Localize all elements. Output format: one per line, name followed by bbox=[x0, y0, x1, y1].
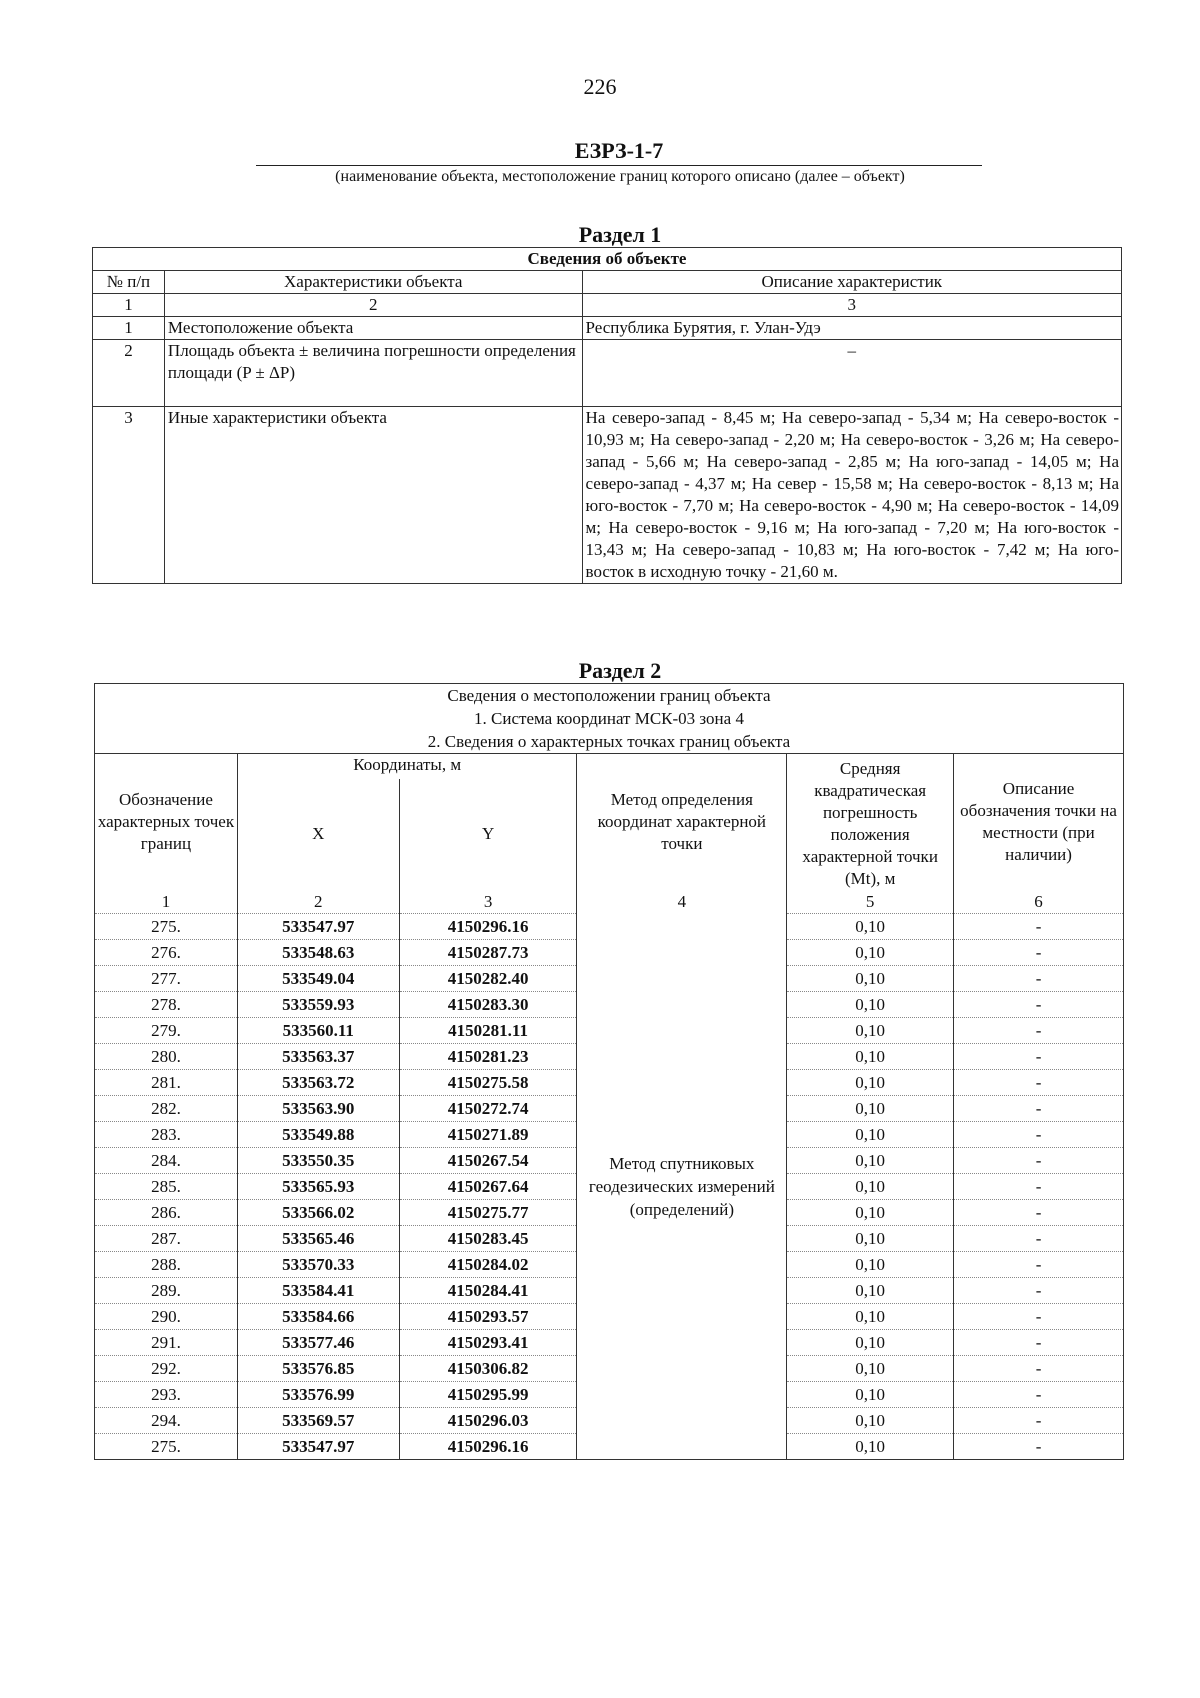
column-number: 6 bbox=[954, 890, 1124, 914]
object-title: ЕЗРЗ-1-7 bbox=[256, 138, 982, 166]
point-id: 287. bbox=[95, 1226, 238, 1252]
header-designation: Обозначение характерных точек границ bbox=[95, 754, 238, 891]
point-id: 279. bbox=[95, 1018, 238, 1044]
point-mt: 0,10 bbox=[787, 1434, 954, 1460]
point-mt: 0,10 bbox=[787, 1408, 954, 1434]
point-mt: 0,10 bbox=[787, 940, 954, 966]
row-characteristic: Местоположение объекта bbox=[164, 317, 582, 340]
header-error: Средняя квадратическая погрешность положения характерной точки (Mt), м bbox=[787, 754, 954, 891]
point-mt: 0,10 bbox=[787, 1382, 954, 1408]
point-id: 282. bbox=[95, 1096, 238, 1122]
point-x: 533577.46 bbox=[237, 1330, 399, 1356]
point-mt: 0,10 bbox=[787, 1122, 954, 1148]
point-desc: - bbox=[954, 914, 1124, 940]
point-mt: 0,10 bbox=[787, 1304, 954, 1330]
point-id: 289. bbox=[95, 1278, 238, 1304]
row-description: На северо-запад - 8,45 м; На северо-запад - 5,34 м; На северо-восток - 10,93 м; На северо-запад - 2,20 м; На северо-восток - 3,26 м; На северо-запад - 5,66 м; На северо-запад - 2,85 м; На юго-запад - 14,05 м; На северо-запад - 4,37 м; На север - 15,58 м; На северо-восток - 8,13 м; На юго-восток - 7,70 м; На северо-восток - 4,90 м; На северо-восток - 14,09 м; На северо-восток - 9,16 м; На юго-запад - 7,20 м; На юго-восток - 13,43 м; На северо-запад - 10,83 м; На юго-восток - 7,42 м; На юго-восток в исходную точку - 21,60 м. bbox=[582, 407, 1121, 584]
point-mt: 0,10 bbox=[787, 1356, 954, 1382]
point-desc: - bbox=[954, 1330, 1124, 1356]
table-title: Сведения об объекте bbox=[93, 248, 1122, 271]
point-y: 4150287.73 bbox=[399, 940, 577, 966]
point-id: 277. bbox=[95, 966, 238, 992]
point-mt: 0,10 bbox=[787, 1018, 954, 1044]
point-desc: - bbox=[954, 1356, 1124, 1382]
point-mt: 0,10 bbox=[787, 1174, 954, 1200]
point-y: 4150295.99 bbox=[399, 1382, 577, 1408]
point-mt: 0,10 bbox=[787, 966, 954, 992]
point-y: 4150272.74 bbox=[399, 1096, 577, 1122]
point-desc: - bbox=[954, 966, 1124, 992]
column-number: 3 bbox=[582, 294, 1121, 317]
method-cell: Метод спутниковых геодезических измерений (определений) bbox=[577, 914, 787, 1460]
point-desc: - bbox=[954, 1278, 1124, 1304]
column-number: 1 bbox=[93, 294, 165, 317]
point-x: 533559.93 bbox=[237, 992, 399, 1018]
point-y: 4150296.16 bbox=[399, 1434, 577, 1460]
point-id: 283. bbox=[95, 1122, 238, 1148]
point-x: 533563.72 bbox=[237, 1070, 399, 1096]
point-desc: - bbox=[954, 1382, 1124, 1408]
column-number: 5 bbox=[787, 890, 954, 914]
point-x: 533560.11 bbox=[237, 1018, 399, 1044]
row-description: – bbox=[582, 340, 1121, 407]
point-x: 533566.02 bbox=[237, 1200, 399, 1226]
table-row bbox=[93, 340, 1122, 407]
point-desc: - bbox=[954, 1434, 1124, 1460]
point-desc: - bbox=[954, 1148, 1124, 1174]
object-info-table bbox=[92, 247, 1122, 584]
point-desc: - bbox=[954, 1070, 1124, 1096]
point-mt: 0,10 bbox=[787, 1200, 954, 1226]
point-id: 275. bbox=[95, 1434, 238, 1460]
point-mt: 0,10 bbox=[787, 1044, 954, 1070]
point-mt: 0,10 bbox=[787, 1148, 954, 1174]
point-x: 533565.46 bbox=[237, 1226, 399, 1252]
point-x: 533576.85 bbox=[237, 1356, 399, 1382]
point-id: 275. bbox=[95, 914, 238, 940]
header-coords: Координаты, м bbox=[237, 754, 577, 779]
point-x: 533550.35 bbox=[237, 1148, 399, 1174]
point-desc: - bbox=[954, 940, 1124, 966]
point-x: 533547.97 bbox=[237, 1434, 399, 1460]
point-y: 4150284.41 bbox=[399, 1278, 577, 1304]
table-row bbox=[93, 407, 1122, 584]
point-x: 533576.99 bbox=[237, 1382, 399, 1408]
point-id: 293. bbox=[95, 1382, 238, 1408]
point-id: 291. bbox=[95, 1330, 238, 1356]
page-number: 226 bbox=[583, 74, 617, 99]
point-desc: - bbox=[954, 1252, 1124, 1278]
point-desc: - bbox=[954, 1096, 1124, 1122]
point-mt: 0,10 bbox=[787, 1226, 954, 1252]
point-desc: - bbox=[954, 1408, 1124, 1434]
point-mt: 0,10 bbox=[787, 1252, 954, 1278]
point-x: 533565.93 bbox=[237, 1174, 399, 1200]
point-id: 281. bbox=[95, 1070, 238, 1096]
point-mt: 0,10 bbox=[787, 1330, 954, 1356]
boundary-points-table bbox=[94, 683, 1124, 1460]
row-characteristic: Иные характеристики объекта bbox=[164, 407, 582, 584]
point-x: 533570.33 bbox=[237, 1252, 399, 1278]
header-y: Y bbox=[399, 779, 577, 890]
point-y: 4150296.03 bbox=[399, 1408, 577, 1434]
point-y: 4150282.40 bbox=[399, 966, 577, 992]
point-id: 292. bbox=[95, 1356, 238, 1382]
point-y: 4150267.54 bbox=[399, 1148, 577, 1174]
point-y: 4150293.41 bbox=[399, 1330, 577, 1356]
point-desc: - bbox=[954, 1226, 1124, 1252]
point-mt: 0,10 bbox=[787, 1070, 954, 1096]
point-desc: - bbox=[954, 1044, 1124, 1070]
point-y: 4150283.30 bbox=[399, 992, 577, 1018]
section1-title: Раздел 1 bbox=[578, 222, 662, 247]
point-y: 4150306.82 bbox=[399, 1356, 577, 1382]
point-x: 533547.97 bbox=[237, 914, 399, 940]
row-num: 2 bbox=[93, 340, 165, 407]
point-y: 4150283.45 bbox=[399, 1226, 577, 1252]
column-number: 1 bbox=[95, 890, 238, 914]
info-line: 2. Сведения о характерных точках границ объекта bbox=[95, 730, 1124, 754]
header-num: № п/п bbox=[93, 271, 165, 294]
point-y: 4150293.57 bbox=[399, 1304, 577, 1330]
info-line: Сведения о местоположении границ объекта bbox=[95, 684, 1124, 708]
point-x: 533563.90 bbox=[237, 1096, 399, 1122]
point-y: 4150267.64 bbox=[399, 1174, 577, 1200]
column-number: 2 bbox=[164, 294, 582, 317]
point-id: 288. bbox=[95, 1252, 238, 1278]
point-desc: - bbox=[954, 1200, 1124, 1226]
row-num: 3 bbox=[93, 407, 165, 584]
header-description: Описание характеристик bbox=[582, 271, 1121, 294]
point-desc: - bbox=[954, 1018, 1124, 1044]
point-desc: - bbox=[954, 1304, 1124, 1330]
point-y: 4150275.58 bbox=[399, 1070, 577, 1096]
column-number: 2 bbox=[237, 890, 399, 914]
point-desc: - bbox=[954, 992, 1124, 1018]
row-characteristic: Площадь объекта ± величина погрешности определения площади (P ± ΔP) bbox=[164, 340, 582, 407]
point-id: 286. bbox=[95, 1200, 238, 1226]
header-x: X bbox=[237, 779, 399, 890]
point-x: 533584.41 bbox=[237, 1278, 399, 1304]
point-y: 4150281.23 bbox=[399, 1044, 577, 1070]
column-number: 3 bbox=[399, 890, 577, 914]
row-description: Республика Бурятия, г. Улан-Удэ bbox=[582, 317, 1121, 340]
point-x: 533563.37 bbox=[237, 1044, 399, 1070]
header-method: Метод определения координат характерной точки bbox=[577, 754, 787, 891]
table-row bbox=[93, 317, 1122, 340]
column-number: 4 bbox=[577, 890, 787, 914]
point-id: 290. bbox=[95, 1304, 238, 1330]
object-caption: (наименование объекта, местоположение границ которого описано (далее – объект) bbox=[335, 168, 905, 185]
point-x: 533584.66 bbox=[237, 1304, 399, 1330]
point-mt: 0,10 bbox=[787, 1278, 954, 1304]
point-mt: 0,10 bbox=[787, 992, 954, 1018]
point-desc: - bbox=[954, 1122, 1124, 1148]
point-mt: 0,10 bbox=[787, 1096, 954, 1122]
row-num: 1 bbox=[93, 317, 165, 340]
point-x: 533548.63 bbox=[237, 940, 399, 966]
point-id: 280. bbox=[95, 1044, 238, 1070]
point-x: 533549.04 bbox=[237, 966, 399, 992]
point-id: 285. bbox=[95, 1174, 238, 1200]
point-desc: - bbox=[954, 1174, 1124, 1200]
point-id: 276. bbox=[95, 940, 238, 966]
point-x: 533569.57 bbox=[237, 1408, 399, 1434]
point-y: 4150284.02 bbox=[399, 1252, 577, 1278]
point-x: 533549.88 bbox=[237, 1122, 399, 1148]
point-id: 294. bbox=[95, 1408, 238, 1434]
point-mt: 0,10 bbox=[787, 914, 954, 940]
info-line: 1. Система координат МСК-03 зона 4 bbox=[95, 707, 1124, 730]
point-id: 284. bbox=[95, 1148, 238, 1174]
table-row bbox=[95, 914, 1124, 940]
point-y: 4150275.77 bbox=[399, 1200, 577, 1226]
point-y: 4150271.89 bbox=[399, 1122, 577, 1148]
section2-title: Раздел 2 bbox=[578, 658, 662, 683]
header-characteristic: Характеристики объекта bbox=[164, 271, 582, 294]
point-id: 278. bbox=[95, 992, 238, 1018]
point-y: 4150281.11 bbox=[399, 1018, 577, 1044]
point-y: 4150296.16 bbox=[399, 914, 577, 940]
header-description: Описание обозначения точки на местности (при наличии) bbox=[954, 754, 1124, 891]
